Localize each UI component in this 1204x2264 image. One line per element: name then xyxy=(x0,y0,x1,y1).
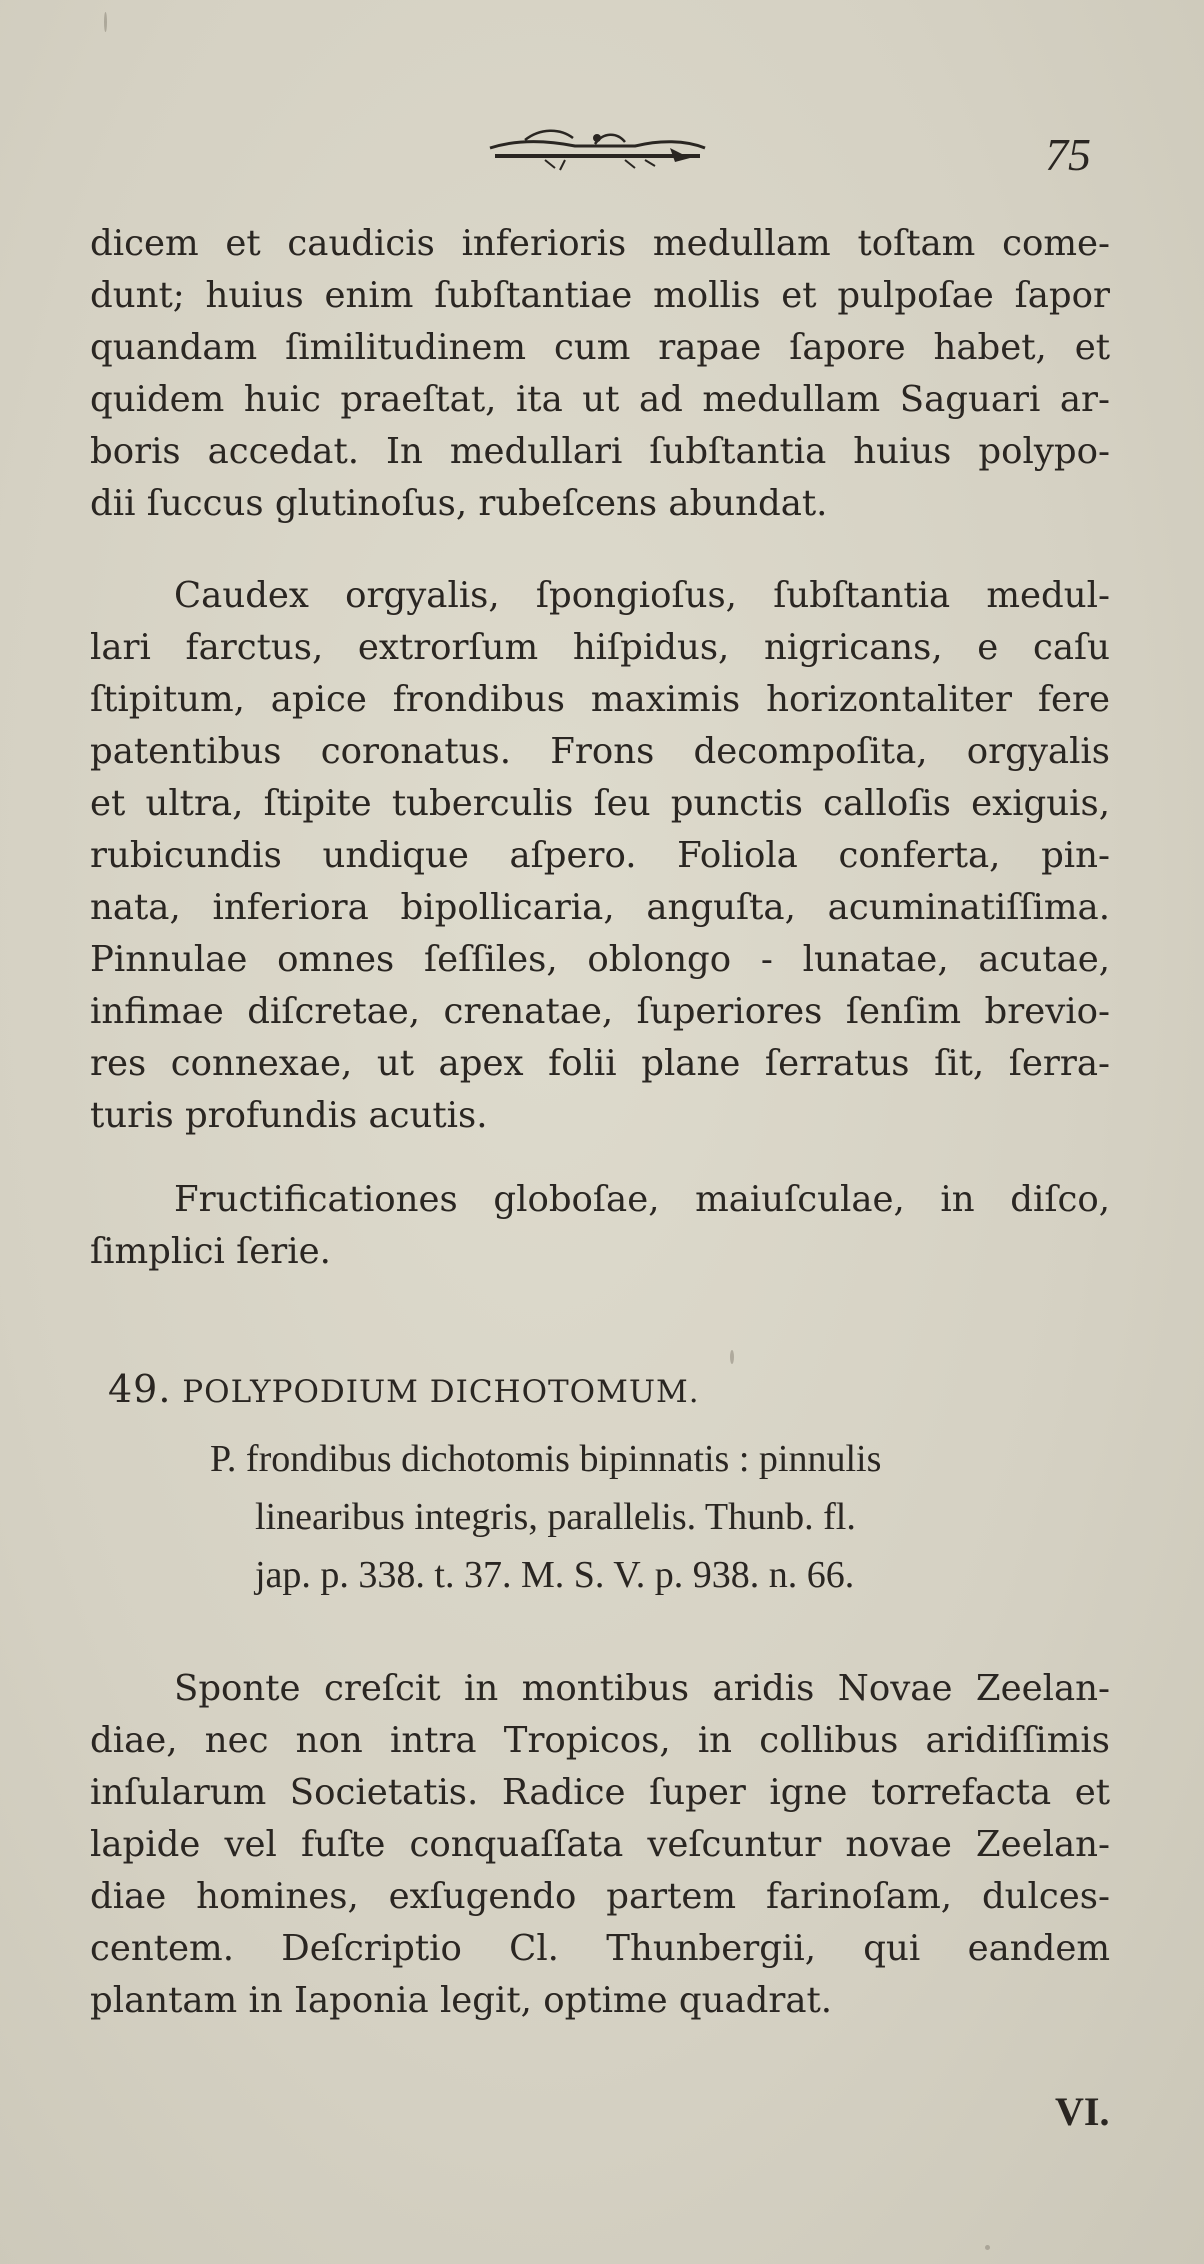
text-line: res connexae, ut apex folii plane ſerratus ſit, ſerra- xyxy=(90,1043,1110,1084)
text-line: nata, inferiora bipollicaria, anguſta, acuminatiſſima. xyxy=(90,887,1110,928)
paragraph-fructification xyxy=(90,1174,1110,1278)
printer-ornament-icon xyxy=(485,118,710,178)
text-line: diae homines, exſugendo partem farinoſam, dulces- xyxy=(90,1876,1110,1917)
text-line: inſularum Societatis. Radice ſuper igne torrefacta et xyxy=(90,1772,1110,1813)
text-line: centem. Deſcriptio Cl. Thunbergii, qui eandem xyxy=(90,1928,1110,1969)
text-line: Sponte creſcit in montibus aridis Novae Zeelan- xyxy=(174,1668,1110,1709)
paragraph-description xyxy=(90,570,1110,1142)
text-line: patentibus coronatus. Frons decompoſita, orgyalis xyxy=(90,731,1110,772)
diagnosis-line: jap. p. 338. t. 37. M. S. V. p. 938. n. 66. xyxy=(255,1554,855,1596)
text-line: lari farctus, extrorſum hiſpidus, nigricans, e caſu xyxy=(90,627,1110,668)
page-number: 75 xyxy=(1045,129,1091,180)
catchword: VI. xyxy=(1055,2089,1110,2134)
text-line: dii ſuccus glutinoſus, rubeſcens abundat. xyxy=(90,483,828,524)
text-line: Caudex orgyalis, ſpongioſus, ſubſtantia medul- xyxy=(174,575,1110,616)
text-line: quandam ſimilitudinem cum rapae ſapore habet, et xyxy=(90,327,1110,368)
paragraph-continuation xyxy=(90,218,1110,530)
text-line: dunt; huius enim ſubſtantiae mollis et pulpoſae ſapor xyxy=(90,275,1110,316)
text-line: ſtipitum, apice frondibus maximis horizontaliter fere xyxy=(90,679,1110,720)
entry-number: 49. xyxy=(108,1367,172,1411)
paragraph-habitat xyxy=(90,1663,1110,2027)
entry-diagnosis xyxy=(210,1430,1110,1604)
paper-speck xyxy=(730,1350,734,1364)
text-line: infimae diſcretae, crenatae, ſuperiores ſenſim brevio- xyxy=(90,991,1110,1032)
text-line: diae, nec non intra Tropicos, in collibus aridiſſimis xyxy=(90,1720,1110,1761)
text-line: lapide vel fuſte conquaſſata veſcuntur novae Zeelan- xyxy=(90,1824,1110,1865)
text-line: turis profundis acutis. xyxy=(90,1095,488,1136)
diagnosis-line: P. frondibus dichotomis bipinnatis : pinnulis xyxy=(210,1438,882,1480)
paper-speck xyxy=(985,2245,990,2250)
paper-speck xyxy=(104,12,107,32)
text-line: quidem huic praeſtat, ita ut ad medullam Saguari ar- xyxy=(90,379,1110,420)
text-line: Pinnulae omnes ſeſſiles, oblongo - lunatae, acutae, xyxy=(90,939,1110,980)
text-line: dicem et caudicis inferioris medullam toſtam come- xyxy=(90,223,1110,264)
text-line: et ultra, ſtipite tuberculis ſeu punctis calloſis exiguis, xyxy=(90,783,1110,824)
text-line: boris accedat. In medullari ſubſtantia huius polypo- xyxy=(90,431,1110,472)
diagnosis-line: linearibus integris, parallelis. Thunb. fl. xyxy=(255,1496,856,1538)
entry-title: POLYPODIUM DICHOTOMUM. xyxy=(182,1374,700,1410)
text-line: Fructificationes globoſae, maiuſculae, in diſco, xyxy=(174,1179,1110,1220)
text-line: ſimplici ſerie. xyxy=(90,1231,331,1272)
text-line: rubicundis undique aſpero. Foliola conferta, pin- xyxy=(90,835,1110,876)
text-line: plantam in Iaponia legit, optime quadrat. xyxy=(90,1980,833,2021)
entry-heading xyxy=(108,1367,700,1411)
